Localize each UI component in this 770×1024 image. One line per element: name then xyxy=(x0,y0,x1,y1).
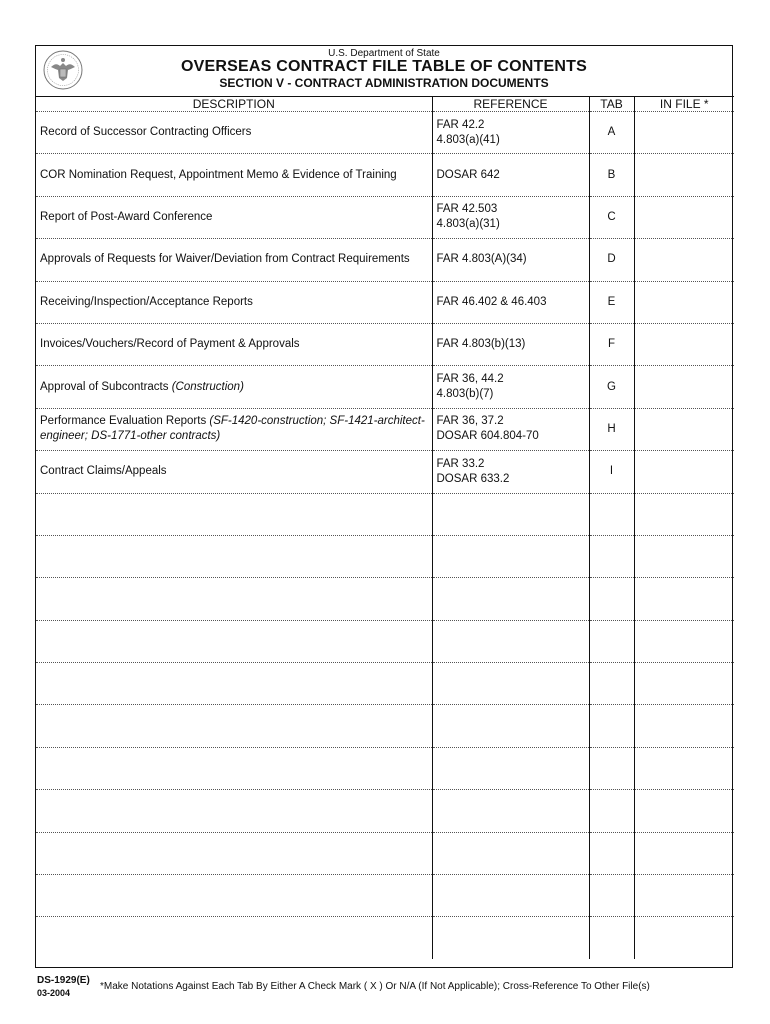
in-file-cell[interactable] xyxy=(634,196,734,238)
description-cell[interactable] xyxy=(36,535,432,577)
table-row xyxy=(36,451,734,493)
in-file-cell[interactable] xyxy=(634,366,734,408)
tab-letter: G xyxy=(607,380,616,393)
tab-cell xyxy=(589,281,634,323)
description-italic-text: (Construction) xyxy=(171,380,244,393)
table-row xyxy=(36,408,734,450)
tab-letter: D xyxy=(607,253,616,266)
column-header-in-file: IN FILE * xyxy=(634,97,734,112)
reference-line: FAR 36, 37.2 xyxy=(436,415,504,428)
table-header-row xyxy=(36,97,734,112)
in-file-cell[interactable] xyxy=(634,578,734,620)
tab-cell[interactable] xyxy=(589,493,634,535)
form-frame xyxy=(35,45,733,968)
column-header-reference: REFERENCE xyxy=(432,97,589,112)
table-row xyxy=(36,535,734,577)
tab-cell[interactable] xyxy=(589,578,634,620)
description-text: Report of Post-Award Conference xyxy=(40,210,213,223)
in-file-cell[interactable] xyxy=(634,832,734,874)
footer-note: *Make Notations Against Each Tab By Either A Check Mark ( X ) Or N/A (If Not Applicable); Cross-Reference To Other File(s) xyxy=(100,981,650,992)
table-row xyxy=(36,578,734,620)
reference-line: 4.803(a)(41) xyxy=(436,133,500,146)
reference-cell xyxy=(432,154,589,196)
reference-cell[interactable] xyxy=(432,917,589,959)
in-file-cell[interactable] xyxy=(634,112,734,154)
description-cell[interactable] xyxy=(36,790,432,832)
description-cell[interactable] xyxy=(36,578,432,620)
table-row xyxy=(36,239,734,281)
table-row xyxy=(36,323,734,365)
reference-cell[interactable] xyxy=(432,535,589,577)
table-row xyxy=(36,663,734,705)
contents-table xyxy=(36,96,734,959)
table-row xyxy=(36,154,734,196)
form-header xyxy=(36,46,732,96)
reference-cell[interactable] xyxy=(432,663,589,705)
in-file-cell[interactable] xyxy=(634,663,734,705)
reference-cell[interactable] xyxy=(432,832,589,874)
description-cell[interactable] xyxy=(36,663,432,705)
form-subtitle: SECTION V - CONTRACT ADMINISTRATION DOCUMENTS xyxy=(219,76,549,90)
description-cell xyxy=(36,408,432,450)
in-file-cell[interactable] xyxy=(634,747,734,789)
reference-line: 4.803(b)(7) xyxy=(436,388,494,401)
in-file-cell[interactable] xyxy=(634,408,734,450)
reference-cell xyxy=(432,366,589,408)
in-file-cell[interactable] xyxy=(634,917,734,959)
tab-letter: I xyxy=(609,465,614,478)
column-header-tab: TAB xyxy=(589,97,634,112)
tab-cell xyxy=(589,451,634,493)
description-cell[interactable] xyxy=(36,620,432,662)
tab-letter: F xyxy=(607,338,616,351)
form-title: OVERSEAS CONTRACT FILE TABLE OF CONTENTS xyxy=(181,58,587,75)
in-file-cell[interactable] xyxy=(634,154,734,196)
reference-line: FAR 46.402 & 46.403 xyxy=(436,295,547,308)
description-cell xyxy=(36,154,432,196)
description-cell xyxy=(36,451,432,493)
in-file-cell[interactable] xyxy=(634,451,734,493)
table-row xyxy=(36,366,734,408)
table-row xyxy=(36,832,734,874)
description-text: Contract Claims/Appeals xyxy=(40,465,167,478)
description-cell[interactable] xyxy=(36,917,432,959)
reference-line: FAR 4.803(b)(13) xyxy=(436,338,526,351)
table-row xyxy=(36,112,734,154)
reference-line: FAR 42.2 xyxy=(436,118,485,131)
description-cell[interactable] xyxy=(36,875,432,917)
tab-cell[interactable] xyxy=(589,875,634,917)
tab-cell[interactable] xyxy=(589,620,634,662)
reference-line: DOSAR 604.804-70 xyxy=(436,430,539,443)
tab-letter: H xyxy=(607,422,616,435)
tab-letter: C xyxy=(607,210,616,223)
description-cell xyxy=(36,366,432,408)
reference-cell xyxy=(432,112,589,154)
reference-line: FAR 42.503 xyxy=(436,203,498,216)
table-row xyxy=(36,620,734,662)
reference-line: FAR 33.2 xyxy=(436,457,485,470)
reference-cell[interactable] xyxy=(432,705,589,747)
form-date: 03-2004 xyxy=(37,988,71,998)
table-row xyxy=(36,917,734,959)
tab-cell[interactable] xyxy=(589,832,634,874)
description-text: Receiving/Inspection/Acceptance Reports xyxy=(40,295,253,308)
tab-cell xyxy=(589,112,634,154)
reference-line: FAR 36, 44.2 xyxy=(436,373,504,386)
description-text: COR Nomination Request, Appointment Memo & Evidence of Training xyxy=(40,168,397,181)
tab-letter: A xyxy=(607,126,616,139)
table-row xyxy=(36,705,734,747)
tab-cell xyxy=(589,408,634,450)
in-file-cell[interactable] xyxy=(634,790,734,832)
description-cell xyxy=(36,239,432,281)
in-file-cell[interactable] xyxy=(634,323,734,365)
reference-cell xyxy=(432,281,589,323)
tab-letter: B xyxy=(607,168,616,181)
reference-cell xyxy=(432,239,589,281)
description-cell xyxy=(36,112,432,154)
reference-cell xyxy=(432,451,589,493)
table-row xyxy=(36,875,734,917)
reference-cell[interactable] xyxy=(432,747,589,789)
tab-cell xyxy=(589,239,634,281)
reference-line: 4.803(a)(31) xyxy=(436,218,500,231)
description-cell[interactable] xyxy=(36,832,432,874)
tab-cell[interactable] xyxy=(589,705,634,747)
tab-letter: E xyxy=(607,295,616,308)
description-text: Invoices/Vouchers/Record of Payment & Approvals xyxy=(40,338,300,351)
in-file-cell[interactable] xyxy=(634,281,734,323)
in-file-cell[interactable] xyxy=(634,620,734,662)
form-number: DS-1929(E) xyxy=(37,975,90,986)
reference-cell xyxy=(432,408,589,450)
reference-line: DOSAR 642 xyxy=(436,168,500,181)
in-file-cell[interactable] xyxy=(634,705,734,747)
reference-cell[interactable] xyxy=(432,875,589,917)
description-text: Approval of Subcontracts xyxy=(40,380,172,393)
description-cell xyxy=(36,323,432,365)
tab-cell xyxy=(589,323,634,365)
description-cell[interactable] xyxy=(36,493,432,535)
tab-cell xyxy=(589,154,634,196)
description-cell xyxy=(36,196,432,238)
description-cell xyxy=(36,281,432,323)
reference-cell[interactable] xyxy=(432,493,589,535)
in-file-cell[interactable] xyxy=(634,535,734,577)
reference-cell[interactable] xyxy=(432,578,589,620)
description-cell[interactable] xyxy=(36,747,432,789)
in-file-cell[interactable] xyxy=(634,875,734,917)
description-cell[interactable] xyxy=(36,705,432,747)
column-header-description: DESCRIPTION xyxy=(36,97,432,112)
description-text: Record of Successor Contracting Officers xyxy=(40,126,252,139)
table-row xyxy=(36,281,734,323)
description-text: Approvals of Requests for Waiver/Deviation from Contract Requirements xyxy=(40,253,410,266)
table-row xyxy=(36,493,734,535)
description-text: Performance Evaluation Reports xyxy=(40,415,210,428)
table-row xyxy=(36,196,734,238)
reference-line: FAR 4.803(A)(34) xyxy=(436,253,527,266)
tab-cell[interactable] xyxy=(589,535,634,577)
in-file-cell[interactable] xyxy=(634,239,734,281)
reference-line: DOSAR 633.2 xyxy=(436,472,510,485)
tab-cell xyxy=(589,196,634,238)
description-italic-text: (SF-1420-construction; SF-1421-architect-engineer; DS-1771-other contracts) xyxy=(40,415,425,443)
tab-cell[interactable] xyxy=(589,663,634,705)
table-row xyxy=(36,747,734,789)
tab-cell[interactable] xyxy=(589,917,634,959)
reference-cell[interactable] xyxy=(432,620,589,662)
department-name: U.S. Department of State xyxy=(328,48,440,59)
reference-cell xyxy=(432,196,589,238)
reference-cell[interactable] xyxy=(432,790,589,832)
in-file-cell[interactable] xyxy=(634,493,734,535)
tab-cell[interactable] xyxy=(589,790,634,832)
reference-cell xyxy=(432,323,589,365)
tab-cell xyxy=(589,366,634,408)
table-row xyxy=(36,790,734,832)
tab-cell[interactable] xyxy=(589,747,634,789)
